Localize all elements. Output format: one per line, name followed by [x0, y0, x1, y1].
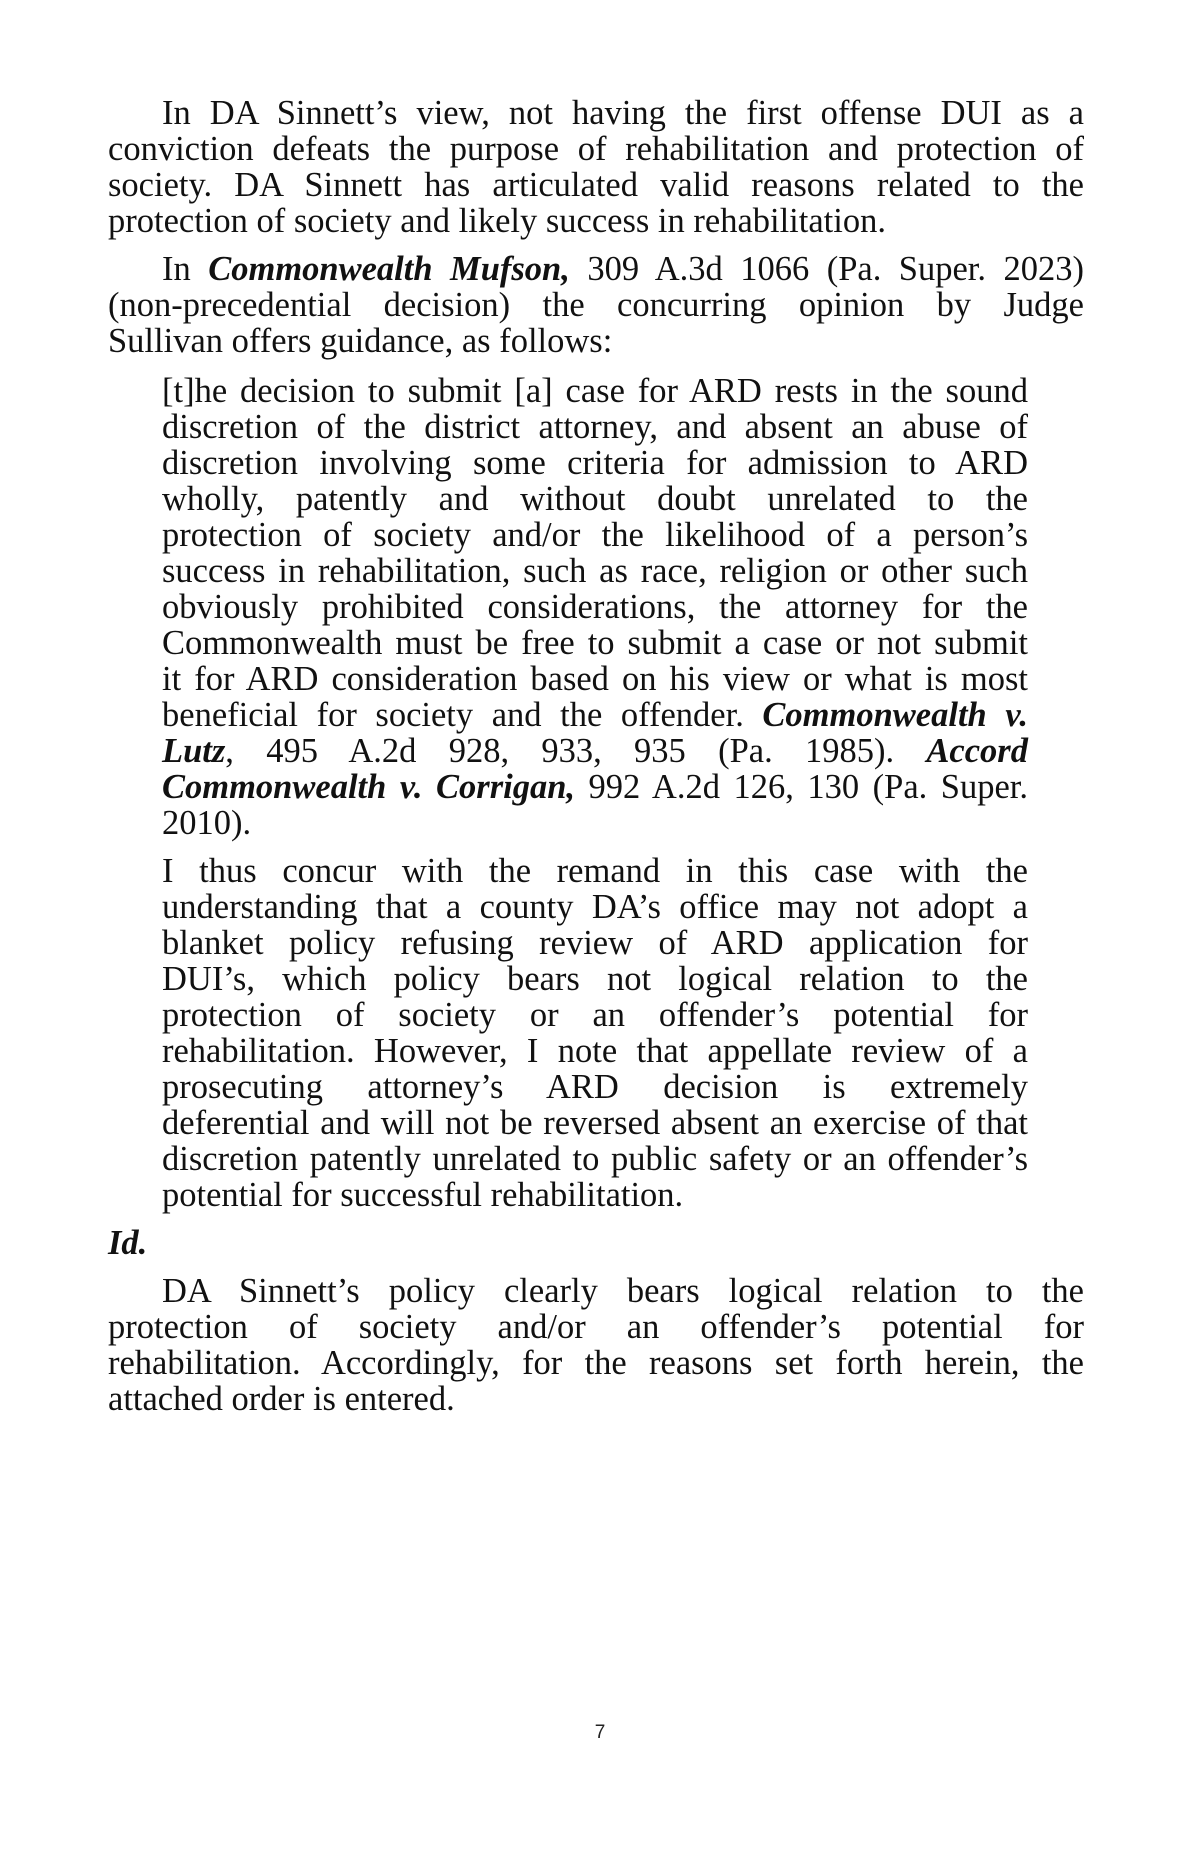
block-quote-line: I thus concur with the remand in this case with the	[162, 852, 1028, 890]
block-quote-line: beneficial for society and the offender. Commonwealth v.	[162, 696, 1028, 734]
case-citation-lutz-name: Lutz	[162, 732, 226, 770]
paragraph-1-line: protection of society and likely success in rehabilitation.	[108, 202, 886, 240]
block-quote-line: wholly, patently and without doubt unrelated to the	[162, 480, 1028, 518]
block-quote-line: DUI’s, which policy bears not logical relation to the	[162, 960, 1028, 998]
paragraph-3-line: rehabilitation. Accordingly, for the reasons set forth herein, the	[108, 1344, 1084, 1382]
case-citation-lutz: Commonwealth v.	[762, 696, 1028, 734]
block-quote-line: protection of society or an offender’s potential for	[162, 996, 1028, 1034]
case-citation-corrigan: Commonwealth v. Corrigan,	[162, 768, 576, 806]
block-quote-line: potential for successful rehabilitation.	[162, 1176, 684, 1214]
paragraph-1-line: conviction defeats the purpose of rehabilitation and protection of	[108, 130, 1084, 168]
id-citation: Id.	[108, 1224, 148, 1262]
page-number: 7	[594, 1722, 606, 1743]
block-quote-line: [t]he decision to submit [a] case for ARD rests in the sound	[162, 372, 1028, 410]
case-citation-mufson: Commonwealth Mufson,	[208, 250, 570, 288]
block-quote-line: deferential and will not be reversed absent an exercise of that	[162, 1104, 1028, 1142]
block-quote-line: Commonwealth must be free to submit a case or not submit	[162, 624, 1028, 662]
paragraph-3-line: protection of society and/or an offender’s potential for	[108, 1308, 1084, 1346]
block-quote-line: protection of society and/or the likelihood of a person’s	[162, 516, 1028, 554]
block-quote-line: Commonwealth v. Corrigan, 992 A.2d 126, 130 (Pa. Super.	[162, 768, 1028, 806]
block-quote-line: blanket policy refusing review of ARD application for	[162, 924, 1028, 962]
paragraph-3-line: DA Sinnett’s policy clearly bears logical relation to the	[162, 1272, 1084, 1310]
paragraph-1-line: society. DA Sinnett has articulated valid reasons related to the	[108, 166, 1084, 204]
block-quote-line: 2010).	[162, 804, 252, 842]
paragraph-1-line: In DA Sinnett’s view, not having the first offense DUI as a	[162, 94, 1084, 132]
block-quote-line: Lutz, 495 A.2d 928, 933, 935 (Pa. 1985). Accord	[162, 732, 1028, 770]
paragraph-2-line: (non-precedential decision) the concurring opinion by Judge	[108, 286, 1084, 324]
block-quote-line: it for ARD consideration based on his view or what is most	[162, 660, 1028, 698]
accord-signal: Accord	[926, 732, 1028, 770]
block-quote-line: obviously prohibited considerations, the attorney for the	[162, 588, 1028, 626]
block-quote-line: success in rehabilitation, such as race, religion or other such	[162, 552, 1028, 590]
paragraph-3-line: attached order is entered.	[108, 1380, 455, 1418]
block-quote-line: prosecuting attorney’s ARD decision is extremely	[162, 1068, 1028, 1106]
block-quote-line: discretion involving some criteria for admission to ARD	[162, 444, 1028, 482]
paragraph-2-line: Sullivan offers guidance, as follows:	[108, 322, 613, 360]
paragraph-2-line: In Commonwealth Mufson, 309 A.3d 1066 (Pa. Super. 2023)	[162, 250, 1084, 288]
block-quote-line: discretion of the district attorney, and absent an abuse of	[162, 408, 1028, 446]
block-quote-line: discretion patently unrelated to public safety or an offender’s	[162, 1140, 1028, 1178]
block-quote-line: understanding that a county DA’s office may not adopt a	[162, 888, 1028, 926]
block-quote-line: rehabilitation. However, I note that appellate review of a	[162, 1032, 1028, 1070]
